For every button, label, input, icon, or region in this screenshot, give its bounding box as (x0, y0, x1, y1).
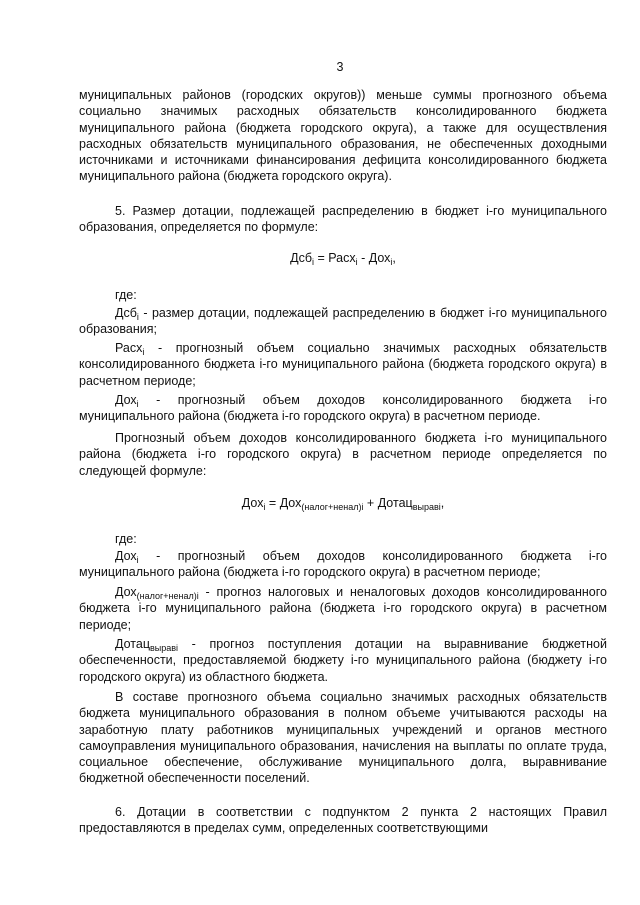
paragraph-5: 5. Размер дотации, подлежащей распределению в бюджет i-го муниципального образования, определяется по формуле: (79, 204, 607, 235)
where-label-1: где: (115, 288, 137, 302)
paragraph-forecast-income: Прогнозный объем доходов консолидированного бюджета i-го муниципального района (бюджета i-го городского округа) в расчетном периоде определяется по следующей формуле: (79, 431, 607, 478)
definition-equalization-subsidy: Дотац$_{выравi}$ - прогноз поступления дотации на выравнивание бюджетной обеспеченности, предоставляемой бюджету i-го муниципального района (бюджету i-го городского округа) из областного бюджета. (79, 637, 607, 684)
definition-expenses: Расх$_i$ - прогнозный объем социально значимых расходных обязательств консолидированного бюджета i-го муниципального района (бюджета городского округа) в расчетном периоде; (79, 341, 607, 388)
formula-subsidy: Дсб$_i$ = Расх$_i$ - Дох$_i$, (290, 251, 396, 268)
definition-income: Дох$_i$ - прогнозный объем доходов консолидированного бюджета i-го муниципального района (бюджета i-го городского округа) в расчетном периоде. (79, 393, 607, 424)
definition-tax-income: Дох$_{(налог+ненал)i}$ - прогноз налоговых и неналоговых доходов консолидированного бюджета i-го муниципального района (бюджета i-го городского округа) в расчетном периоде; (79, 585, 607, 632)
formula-income: Дох$_i$ = Дох$_{(налог+ненал)i}$ + Дотац$_{выравi}$, (241, 496, 445, 513)
definition-income-2: Дох$_i$ - прогнозный объем доходов консолидированного бюджета i-го муниципального района (бюджета i-го городского округа) в расчетном периоде; (79, 549, 607, 580)
paragraph-continuation: муниципальных районов (городских округов)) меньше суммы прогнозного объема социально значимых расходных обязательств консолидированного бюджета муниципального района (бюджета городского округа), а также для осуществления расходных обязательств муниципального образования, не обеспеченных доходными источниками и источниками финансирования дефицита консолидированного бюджета муниципального района (бюджета городского округа). (79, 88, 607, 184)
paragraph-6: 6. Дотации в соответствии с подпунктом 2 пункта 2 настоящих Правил предоставляются в пределах сумм, определенных соответствующими (79, 805, 607, 836)
paragraph-social-expenses: В составе прогнозного объема социально значимых расходных обязательств бюджета муниципального образования в полном объеме учитываются расходы на заработную плату работников муниципальных учреждений и органов местного самоуправления муниципального образования, начисления на выплаты по оплате труда, социальное обеспечение, обслуживание муниципального долга, выравнивание бюджетной обеспеченности поселений. (79, 690, 607, 786)
definition-subsidy: Дсб$_i$ - размер дотации, подлежащей распределению в бюджет i-го муниципального образования; (79, 306, 607, 337)
page-number: 3 (336, 60, 344, 74)
where-label-2: где: (115, 532, 137, 546)
